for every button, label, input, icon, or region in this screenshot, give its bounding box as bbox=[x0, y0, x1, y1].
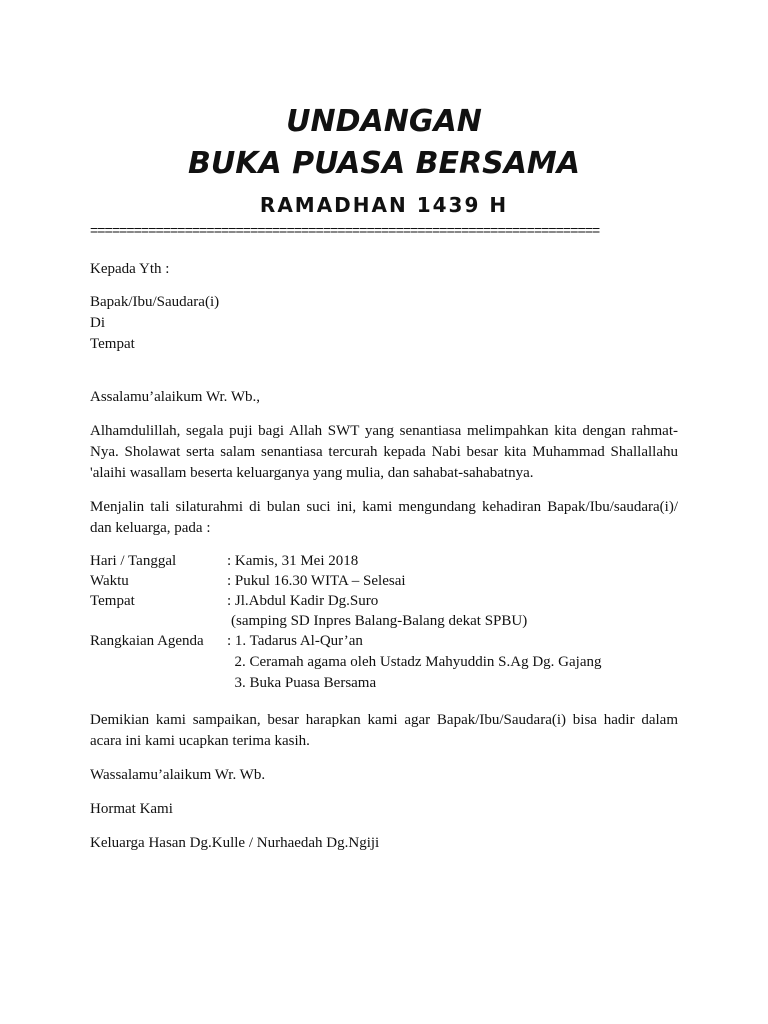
detail-row bbox=[90, 611, 527, 632]
regards: Hormat Kami bbox=[90, 801, 173, 817]
detail-value: : Pukul 16.30 WITA – Selesai bbox=[227, 573, 406, 589]
detail-row bbox=[90, 551, 358, 572]
detail-row bbox=[90, 652, 602, 673]
detail-row bbox=[90, 631, 363, 652]
detail-row bbox=[90, 571, 406, 592]
detail-value: 2. Ceramah agama oleh Ustadz Mahyuddin S.Ag Dg. Gajang bbox=[227, 654, 602, 670]
signature: Keluarga Hasan Dg.Kulle / Nurhaedah Dg.Ngiji bbox=[90, 835, 380, 851]
recipient-heading: Kepada Yth : bbox=[90, 261, 170, 277]
detail-row bbox=[90, 673, 376, 694]
recipient-name: Bapak/Ibu/Saudara(i) bbox=[90, 294, 220, 310]
title-undangan: UNDANGAN bbox=[286, 104, 482, 139]
recipient-di: Di bbox=[90, 315, 105, 331]
paragraph-praise: Alhamdulillah, segala puji bagi Allah SWT yang senantiasa melimpahkan kita dengan rahmat-Nya. Sholawat serta salam senantiasa tercurah kepada Nabi besar kita Muhammad Shallallahu 'alaihi wasallam beserta keluarganya yang mulia, dan sahabat-sahabatnya. bbox=[90, 423, 678, 481]
detail-value: : Kamis, 31 Mei 2018 bbox=[227, 553, 359, 569]
detail-label: Tempat bbox=[90, 593, 135, 609]
detail-value: : Jl.Abdul Kadir Dg.Suro bbox=[227, 593, 379, 609]
subtitle: RAMADHAN 1439 H bbox=[259, 193, 509, 217]
recipient-tempat: Tempat bbox=[90, 336, 135, 352]
detail-label: Hari / Tanggal bbox=[90, 553, 177, 569]
detail-value: (samping SD Inpres Balang-Balang dekat SPBU) bbox=[231, 613, 528, 629]
detail-value: : 1. Tadarus Al-Qur’an bbox=[227, 633, 363, 649]
detail-label: Waktu bbox=[90, 573, 129, 589]
paragraph-closing: Demikian kami sampaikan, besar harapkan kami agar Bapak/Ibu/Saudara(i) bisa hadir dalam acara ini kami ucapkan terima kasih. bbox=[90, 712, 678, 749]
detail-value: 3. Buka Puasa Bersama bbox=[227, 675, 377, 691]
title-event: BUKA PUASA BERSAMA bbox=[188, 146, 580, 181]
paragraph-invitation: Menjalin tali silaturahmi di bulan suci ini, kami mengundang kehadiran Bapak/Ibu/saudara(i)/ dan keluarga, pada : bbox=[90, 499, 678, 536]
detail-row bbox=[90, 591, 378, 612]
closing-salam: Wassalamu’alaikum Wr. Wb. bbox=[90, 767, 266, 783]
separator-line: ====================================================================== bbox=[90, 222, 600, 238]
detail-label: Rangkaian Agenda bbox=[90, 633, 204, 649]
opening-salam: Assalamu’alaikum Wr. Wb., bbox=[90, 389, 261, 405]
